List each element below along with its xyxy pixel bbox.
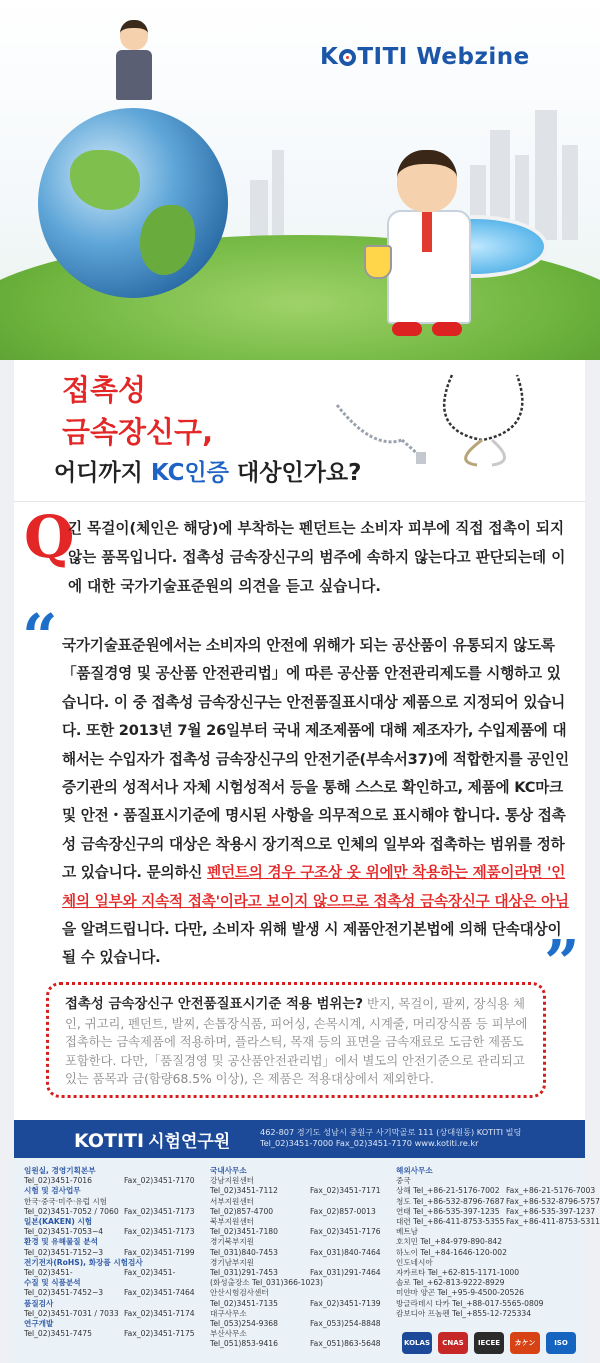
article-title-box [14,360,585,500]
contact-line: 전기전자(RoHS), 화장품 시험검사 [24,1257,143,1267]
contact-line: 하노이 Tel_+84-1646-120-002 [396,1247,507,1257]
contact-line: Tel_02)857-4700 Fax_02)857-0013 [210,1206,376,1216]
logo-o-mark [339,49,356,66]
contact-line: 임원실, 경영기획본부 [24,1166,96,1175]
globe-illustration [38,108,228,298]
contact-line: 강남지원센터 [210,1176,255,1186]
contact-line: 부산사무소 [210,1329,247,1339]
certification-badge: CNAS [438,1332,468,1354]
contact-line: 자카르타 Tel_+62-815-1171-1000 [396,1268,520,1278]
kotiti-logo[interactable]: KOTITI 시험연구원 [74,1130,231,1152]
contact-column-domestic [210,1166,390,1350]
contact-line: 경기남부지원 [210,1257,255,1267]
certification-badge: KOLAS [402,1332,432,1354]
contact-column-hq [24,1166,204,1339]
scientist-illustration [372,150,482,340]
contact-line: 상해 Tel_+86-21-5176-7002 Fax_+86-21-5176-7003 [396,1186,596,1196]
answer-highlight: 펜던트의 경우 구조상 옷 위에만 착용하는 제품이라면 '인체의 일부와 지속적 접촉'이라고 보이지 않으므로 접촉성 금속장신구 대상은 아님 [62,864,569,910]
title-line-1: 접촉성 [62,373,147,407]
contact-line: Tel_02)3451-7180 Fax_02)3451-7176 [210,1227,381,1237]
contact-line: 서부지원센터 [210,1196,255,1206]
title-line-3: 어디까지 KC인증 대상인가요? [54,460,362,486]
contact-line: Tel_02)3451-7475 Fax_02)3451-7175 [24,1329,195,1339]
contact-line: 한국·중국·미주·유럽 시험 [24,1196,108,1206]
footer-bar [14,1120,585,1158]
flask-icon [364,245,392,279]
contact-line: (화성출장소 Tel_031)366-1023) [210,1278,323,1288]
contact-line: Tel_02)3451-7112 Fax_02)3451-7171 [210,1186,381,1196]
webzine-logo[interactable]: K TITI Webzine [320,44,530,70]
scope-lead: 접촉성 금속장신구 안전품질표시기준 적용 범위는? [65,997,364,1012]
contact-line: Tel_02)3451-7053~4 Fax_02)3451-7173 [24,1227,195,1237]
contact-line: 미얀마 양곤 Tel_+95-9-4500-20526 [396,1288,524,1298]
contact-line: 품질검사 [24,1298,54,1308]
contact-line: 해외사무소 [396,1166,433,1175]
contact-line: Tel_02)3451-7052 / 7060 Fax_02)3451-7173 [24,1206,195,1216]
contact-line: 대구사무소 [210,1308,247,1318]
header-banner [0,0,600,360]
contact-line: Tel_02)3451-7152~3 Fax_02)3451-7199 [24,1247,195,1257]
contact-line: Tel_02)3451-7452~3 Fax_02)3451-7464 [24,1288,195,1298]
contact-line: Tel_02)3451-7016 Fax_02)3451-7170 [24,1176,195,1186]
contact-line: 솔로 Tel_+62-813-9222-8929 [396,1278,505,1288]
contact-line: 대련 Tel_+86-411-8753-5355 Fax_+86-411-8753-5311 [396,1217,600,1227]
close-quote-icon: ” [544,926,580,999]
footer-address: 462-807 경기도 성남시 중원구 사기막골로 111 (상대원동) KOTITI 빌딩 Tel_02)3451-7000 Fax_02)3451-7170 www.kotiti.re.kr [260,1127,522,1148]
contact-line: 환경 및 유해물질 분석 [24,1237,98,1247]
contact-line: 일본(KAKEN) 시험 [24,1217,93,1227]
contact-line: 캄보디아 프놈펜 Tel_+855-12-725334 [396,1308,532,1318]
contact-line: 연태 Tel_+86-535-397-1235 Fax_+86-535-397-1237 [396,1206,596,1216]
contact-column-overseas [396,1166,600,1319]
open-quote-icon: “ [22,600,58,673]
contact-line: 경기북부지원 [210,1237,255,1247]
certification-badge: ISO [546,1332,576,1354]
contact-line: 인도네시아 [396,1257,433,1267]
necklace-image [332,370,562,470]
contact-line: Tel_031)291-7453 Fax_031)291-7464 [210,1268,381,1278]
title-line-2: 금속장신구, [62,415,214,449]
answer-text: 국가기술표준원에서는 소비자의 안전에 위해가 되는 공산품이 유통되지 않도록 「품질경영 및 공산품 안전관리법」에 따른 공산품 안전관리제도를 시행하고 있습니다. 이 중 접촉성 금속장신구는 안전품질표시대상 제품으로 지정되어 있습니다. 또한 2013년 7월 26일부터 국내 제조제품에 대해 제조자가, 수입제품에 대해서는 수입자가 접촉성 금속장신구의 안전기준(부속서37)에 적합한지를 공인인증기관의 성적서나 자체 시험성적서 등을 통해 스스로 확인하고, 제품에 KC마크 및 안전・품질표시기준에 명시된 사항을 의무적으로 표시해야 합니다. 통상 접촉성 금속장신구의 대상은 착용시 장기적으로 인체의 일부와 접촉하는 범위를 정하고 있습니다. 문의하신 펜던트의 경우 구조상 옷 위에만 착용하는 제품이라면 '인체의 일부와 지속적 접촉'이라고 보이지 않으므로 접촉성 금속장신구 대상은 아님을 알려드립니다. 다만, 소비자 위해 발생 시 제품안전기본법에 의해 단속대상이 될 수 있습니다. [62,637,569,967]
question-text: 긴 목걸이(체인은 해당)에 부착하는 펜던트는 소비자 피부에 직접 접촉이 되지 않는 품목입니다. 접촉성 금속장신구의 범주에 속하지 않는다고 판단되는데 이에 대한 국가기술표준원의 의견을 듣고 싶습니다. [68,520,566,595]
contact-line: 중국 [396,1176,411,1186]
contact-line: 연구개발 [24,1319,54,1329]
contact-line: Tel_02)3451-7135 Fax_02)3451-7139 [210,1298,381,1308]
contact-line: 호치민 Tel_+84-979-890-842 [396,1237,503,1247]
scope-note-box [46,982,546,1098]
certification-badge: カケン [510,1332,540,1354]
contact-line: 국내사무소 [210,1166,247,1175]
certification-badges [402,1330,582,1354]
contact-line: Tel_02)3451- Fax_02)3451- [24,1268,176,1278]
businessman-illustration [110,20,158,100]
contact-line: Tel_051)853-9416 Fax_051)863-5648 [210,1339,381,1349]
contact-line: 베트남 [396,1227,419,1237]
contact-line: Tel_031)840-7453 Fax_031)840-7464 [210,1247,381,1257]
scope-body: 반지, 목걸이, 팔찌, 장식용 체인, 귀고리, 펜던트, 발찌, 손톱장식품, 피어싱, 손목시계, 시계줄, 머리장식품 등 피부에 접촉하는 금속제품에 적용하며, 플라스틱, 목재 등의 표면을 금속재료로 도금한 제품도 포함한다. 다만,「품질경영 및 공산품안전관리법」에서 별도의 안전기준으로 관리되고 있는 품목과 금(함량68.5% 이상), 은 제품은 적용대상에서 제외한다. [65,997,528,1086]
article-card [14,360,585,1120]
footer [14,1120,600,1363]
contact-line: Tel_02)3451-7031 / 7033 Fax_02)3451-7174 [24,1308,195,1318]
contact-line: 청도 Tel_+86-532-8796-7687 Fax_+86-532-8796-5757 [396,1196,600,1206]
contact-line: 수질 및 식품분석 [24,1278,81,1288]
contact-line: 방글라데시 다카 Tel_+88-017-5565-0809 [396,1298,544,1308]
certification-badge: IECEE [474,1332,504,1354]
question-mark-icon: Q [24,503,75,571]
contact-line: 북부지원센터 [210,1217,255,1227]
contact-line: Tel_053)254-9368 Fax_053)254-8848 [210,1319,381,1329]
contact-line: 안산시험검사센터 [210,1288,269,1298]
contact-line: 시험 및 검사업무 [24,1186,81,1196]
